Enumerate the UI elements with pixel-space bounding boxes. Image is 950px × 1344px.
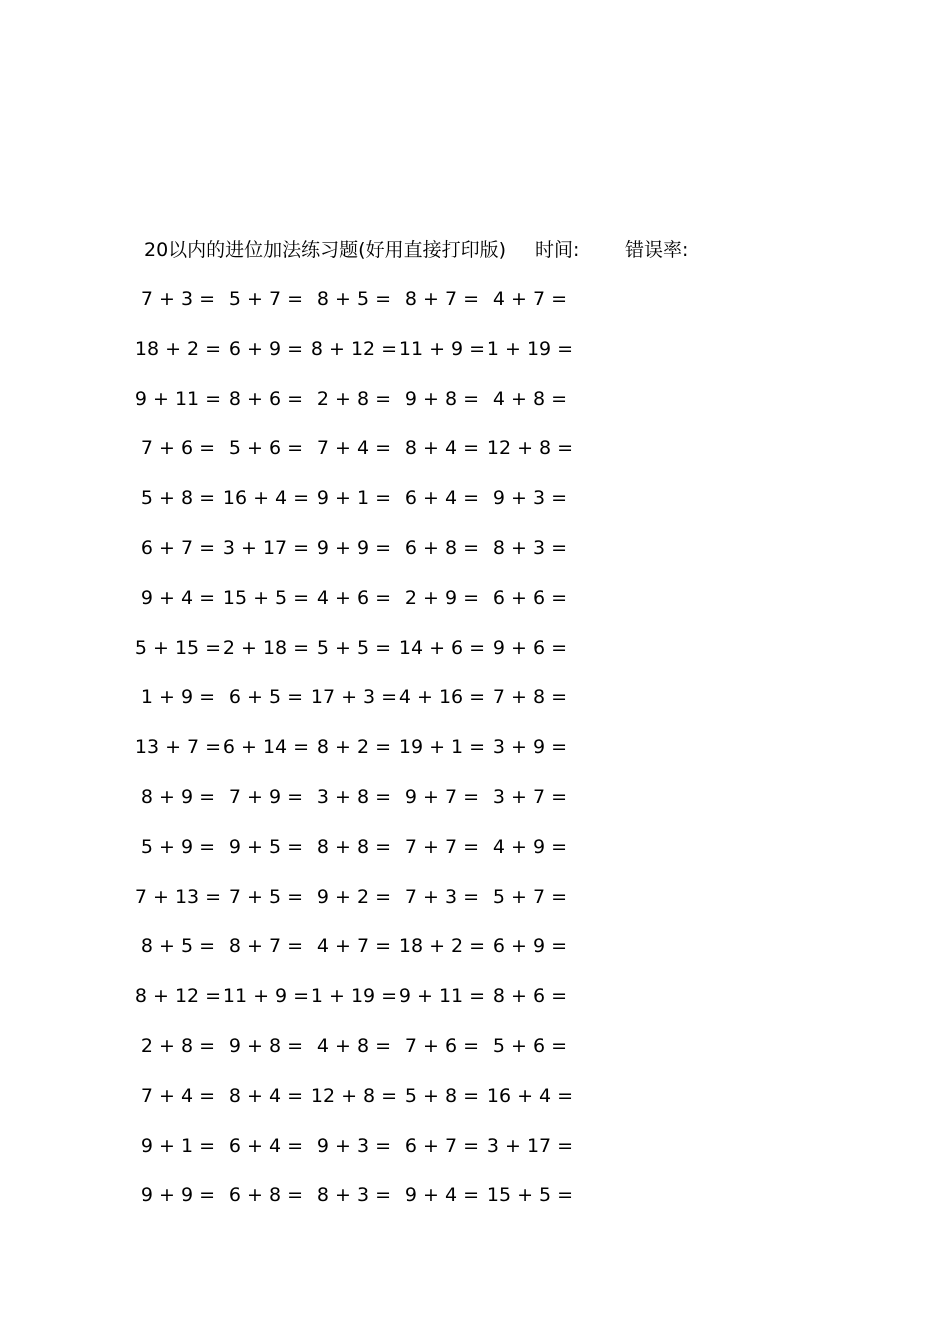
problem-item: 4 + 9 = [492, 835, 568, 858]
problem-item: 16 + 4 = [222, 487, 310, 510]
problem-item: 11 + 9 = [222, 985, 310, 1008]
problem-item: 8 + 3 = [492, 536, 568, 559]
problem-item: 8 + 4 = [228, 1084, 304, 1107]
problem-item: 1 + 19 = [486, 337, 574, 360]
problem-item: 4 + 8 = [492, 387, 568, 410]
problem-item: 8 + 6 = [492, 985, 568, 1008]
problem-item: 5 + 9 = [140, 835, 216, 858]
problem-item: 5 + 6 = [492, 1034, 568, 1057]
problem-item: 9 + 9 = [316, 536, 392, 559]
problem-item: 5 + 15 = [134, 636, 222, 659]
problem-row [0, 833, 950, 883]
problem-item: 6 + 5 = [228, 686, 304, 709]
problem-item: 8 + 12 = [134, 985, 222, 1008]
problem-item: 1 + 9 = [140, 686, 216, 709]
problem-item: 4 + 8 = [316, 1034, 392, 1057]
problem-item: 3 + 9 = [492, 736, 568, 759]
problem-item: 3 + 17 = [222, 536, 310, 559]
problem-row [0, 1181, 950, 1231]
problem-item: 6 + 7 = [140, 536, 216, 559]
problem-row [0, 1082, 950, 1132]
problem-item: 9 + 4 = [404, 1184, 480, 1207]
time-label: 时间: [535, 239, 580, 261]
problem-item: 6 + 14 = [222, 736, 310, 759]
problem-item: 12 + 8 = [486, 437, 574, 460]
problem-item: 16 + 4 = [486, 1084, 574, 1107]
problem-item: 8 + 12 = [310, 337, 398, 360]
problem-item: 9 + 3 = [492, 487, 568, 510]
problem-item: 7 + 4 = [140, 1084, 216, 1107]
problem-item: 4 + 7 = [316, 935, 392, 958]
problem-item: 13 + 7 = [134, 736, 222, 759]
problem-row [0, 1032, 950, 1082]
problem-item: 7 + 7 = [404, 835, 480, 858]
problem-item: 11 + 9 = [398, 337, 486, 360]
problem-item: 8 + 7 = [404, 288, 480, 310]
problem-row [0, 335, 950, 385]
problem-item: 2 + 18 = [222, 636, 310, 659]
problem-item: 7 + 6 = [140, 437, 216, 460]
problem-item: 6 + 8 = [228, 1184, 304, 1207]
problem-item: 8 + 8 = [316, 835, 392, 858]
problem-item: 7 + 4 = [316, 437, 392, 460]
problem-item: 6 + 9 = [492, 935, 568, 958]
problem-row [0, 584, 950, 634]
problem-item: 9 + 3 = [316, 1134, 392, 1157]
worksheet-title: 20以内的进位加法练习题(好用直接打印版) [144, 239, 507, 261]
problem-item: 6 + 7 = [404, 1134, 480, 1157]
problem-item: 6 + 6 = [492, 586, 568, 609]
problem-item: 8 + 6 = [228, 387, 304, 410]
problem-item: 9 + 1 = [316, 487, 392, 510]
problem-item: 8 + 9 = [140, 785, 216, 808]
problem-item: 8 + 7 = [228, 935, 304, 958]
problem-item: 1 + 19 = [310, 985, 398, 1008]
problem-item: 5 + 7 = [228, 288, 304, 310]
problem-item: 2 + 8 = [316, 387, 392, 410]
problem-item: 9 + 6 = [492, 636, 568, 659]
problem-row [0, 683, 950, 733]
problem-row [0, 1132, 950, 1182]
problem-item: 8 + 5 = [316, 288, 392, 310]
problem-row [0, 883, 950, 933]
problem-item: 6 + 8 = [404, 536, 480, 559]
problem-item: 7 + 8 = [492, 686, 568, 709]
problem-item: 4 + 6 = [316, 586, 392, 609]
problem-item: 7 + 6 = [404, 1034, 480, 1057]
problem-item: 5 + 5 = [316, 636, 392, 659]
problem-item: 5 + 7 = [492, 885, 568, 908]
problem-item: 6 + 9 = [228, 337, 304, 360]
problem-row [0, 634, 950, 684]
problem-item: 6 + 4 = [228, 1134, 304, 1157]
problem-item: 8 + 2 = [316, 736, 392, 759]
error-rate-label: 错误率: [625, 239, 689, 261]
problem-item: 19 + 1 = [398, 736, 486, 759]
problem-row [0, 783, 950, 833]
problem-row [0, 434, 950, 484]
problem-item: 7 + 3 = [140, 288, 216, 310]
problem-grid [0, 285, 950, 1231]
problem-item: 9 + 5 = [228, 835, 304, 858]
problem-item: 6 + 4 = [404, 487, 480, 510]
problem-item: 12 + 8 = [310, 1084, 398, 1107]
problem-item: 9 + 11 = [398, 985, 486, 1008]
problem-row [0, 733, 950, 783]
problem-row [0, 385, 950, 435]
problem-item: 4 + 16 = [398, 686, 486, 709]
problem-item: 9 + 7 = [404, 785, 480, 808]
problem-item: 15 + 5 = [222, 586, 310, 609]
problem-item: 8 + 3 = [316, 1184, 392, 1207]
problem-row [0, 534, 950, 584]
problem-item: 7 + 5 = [228, 885, 304, 908]
problem-item: 14 + 6 = [398, 636, 486, 659]
problem-item: 9 + 2 = [316, 885, 392, 908]
problem-item: 17 + 3 = [310, 686, 398, 709]
problem-item: 18 + 2 = [398, 935, 486, 958]
problem-item: 9 + 9 = [140, 1184, 216, 1207]
problem-item: 8 + 4 = [404, 437, 480, 460]
problem-item: 4 + 7 = [492, 288, 568, 310]
problem-item: 9 + 1 = [140, 1134, 216, 1157]
problem-item: 18 + 2 = [134, 337, 222, 360]
problem-item: 5 + 8 = [140, 487, 216, 510]
problem-item: 9 + 11 = [134, 387, 222, 410]
problem-item: 3 + 8 = [316, 785, 392, 808]
problem-item: 5 + 6 = [228, 437, 304, 460]
problem-row [0, 932, 950, 982]
problem-item: 3 + 17 = [486, 1134, 574, 1157]
problem-item: 9 + 8 = [228, 1034, 304, 1057]
problem-item: 7 + 9 = [228, 785, 304, 808]
problem-item: 9 + 4 = [140, 586, 216, 609]
problem-item: 2 + 9 = [404, 586, 480, 609]
problem-item: 5 + 8 = [404, 1084, 480, 1107]
problem-item: 7 + 13 = [134, 885, 222, 908]
problem-item: 2 + 8 = [140, 1034, 216, 1057]
problem-item: 8 + 5 = [140, 935, 216, 958]
problem-item: 7 + 3 = [404, 885, 480, 908]
problem-item: 9 + 8 = [404, 387, 480, 410]
problem-row [0, 982, 950, 1032]
problem-row [0, 285, 950, 335]
problem-row [0, 484, 950, 534]
problem-item: 15 + 5 = [486, 1184, 574, 1207]
problem-item: 3 + 7 = [492, 785, 568, 808]
